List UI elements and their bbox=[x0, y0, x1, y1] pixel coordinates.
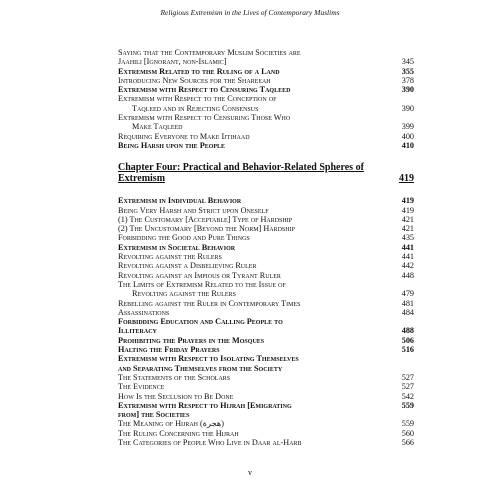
toc-entry-page: 484 bbox=[401, 307, 414, 317]
toc-entry-title: Extremism in Societal Behavior bbox=[118, 242, 236, 252]
toc-entry-page: 479 bbox=[401, 289, 414, 299]
toc-entry-title: Make Taqleed bbox=[132, 122, 183, 132]
toc-entry-page: 400 bbox=[401, 131, 414, 141]
toc-entry-title: Halting the Friday Prayers bbox=[118, 345, 220, 355]
toc-entry-title: The Categories of People Who Live in Daar al-Harb bbox=[118, 437, 302, 447]
toc-entry-page: 527 bbox=[401, 372, 414, 382]
toc-entry-title: Forbidding Education and Calling People to bbox=[118, 317, 283, 327]
toc-entry bbox=[118, 345, 414, 354]
toc-entry-title: Jaahili [Ignorant, non-Islamic] bbox=[118, 57, 227, 67]
toc-entry bbox=[118, 122, 414, 131]
toc-entry bbox=[118, 48, 414, 57]
toc-entry bbox=[118, 299, 414, 308]
toc-entry bbox=[118, 76, 414, 85]
toc-entry bbox=[118, 354, 414, 363]
toc-entry bbox=[118, 206, 414, 215]
toc-entry-page: 421 bbox=[401, 214, 414, 224]
toc-entry bbox=[118, 429, 414, 438]
table-of-contents bbox=[118, 48, 414, 447]
toc-entry-page: 355 bbox=[401, 66, 414, 76]
chapter-page: 419 bbox=[399, 173, 414, 185]
toc-entry-page: 559 bbox=[401, 419, 414, 429]
toc-entry-title: The Limits of Extremism Related to the Issue of bbox=[118, 279, 286, 289]
toc-entry bbox=[118, 438, 414, 447]
toc-entry-title: Revolting against a Disbelieving Ruler bbox=[118, 261, 257, 271]
toc-entry-page: 441 bbox=[401, 242, 414, 252]
toc-entry bbox=[118, 233, 414, 242]
toc-entry-page: 378 bbox=[401, 75, 414, 85]
toc-entry bbox=[118, 364, 414, 373]
toc-entry-page: 419 bbox=[401, 196, 414, 206]
toc-entry-title: Revolting against an Impious or Tyrant Ruler bbox=[118, 270, 281, 280]
toc-entry-title: (1) The Customary [Acceptable] Type of Hardship bbox=[118, 214, 293, 224]
toc-entry bbox=[118, 373, 414, 382]
toc-entry-title: Forbidding the Good and Pure Things bbox=[118, 233, 250, 243]
toc-entry-page: 435 bbox=[401, 233, 414, 243]
toc-entry-title: The Evidence bbox=[118, 382, 165, 392]
toc-entry bbox=[118, 261, 414, 270]
toc-entry-title: Revolting against the Rulers bbox=[118, 252, 222, 262]
toc-entry bbox=[118, 85, 414, 94]
toc-entry-title: (2) The Uncustomary [Beyond the Norm] Hardship bbox=[118, 224, 295, 234]
toc-entry-title: Extremism with Respect to Censuring Those Who bbox=[118, 113, 291, 123]
toc-entry-title: Extremism with Respect to Censuring Taqleed bbox=[118, 85, 291, 95]
toc-entry bbox=[118, 224, 414, 233]
toc-entry bbox=[118, 280, 414, 289]
toc-entry-page: 399 bbox=[401, 122, 414, 132]
toc-entry-title: The Ruling Concerning the Hijrah bbox=[118, 428, 239, 438]
toc-entry bbox=[118, 382, 414, 391]
page-number: v bbox=[248, 468, 252, 477]
toc-entry bbox=[118, 132, 414, 141]
toc-entry bbox=[118, 113, 414, 122]
toc-entry-page: 516 bbox=[401, 345, 414, 355]
toc-entry-page: 345 bbox=[401, 57, 414, 67]
toc-entry-page: 506 bbox=[401, 335, 414, 345]
toc-entry-title: Extremism with Respect to Hijrah [Emigrating bbox=[118, 400, 292, 410]
toc-entry bbox=[118, 57, 414, 66]
toc-entry-page: 542 bbox=[401, 391, 414, 401]
toc-entry-title: Extremism Related to the Ruling of a Land bbox=[118, 66, 280, 76]
toc-entry bbox=[118, 67, 414, 76]
toc-entry bbox=[118, 252, 414, 261]
chapter-heading bbox=[118, 162, 414, 184]
toc-entry-title: Rebelling against the Ruler in Contemporary Times bbox=[118, 298, 301, 308]
toc-entry-title: How Is the Seclusion to Be Done bbox=[118, 391, 234, 401]
toc-entry bbox=[118, 289, 414, 298]
toc-entry-title: Extremism in Individual Behavior bbox=[118, 196, 242, 206]
toc-entry-page: 390 bbox=[401, 103, 414, 113]
toc-entry bbox=[118, 196, 414, 205]
toc-entry bbox=[118, 271, 414, 280]
toc-entry-title: Assassinations bbox=[118, 307, 170, 317]
toc-entry-title: Being Very Harsh and Strict upon Oneself bbox=[118, 205, 269, 215]
toc-section-chapter-three bbox=[118, 48, 414, 150]
toc-entry-page: 410 bbox=[401, 140, 414, 150]
toc-entry-title: and Separating Themselves from the Society bbox=[118, 363, 283, 373]
toc-entry bbox=[118, 336, 414, 345]
toc-entry bbox=[118, 243, 414, 252]
toc-entry-page: 442 bbox=[401, 261, 414, 271]
toc-entry-title: Being Harsh upon the People bbox=[118, 140, 226, 150]
toc-entry-page: 441 bbox=[401, 252, 414, 262]
toc-entry bbox=[118, 419, 414, 428]
running-header: Religious Extremism in the Lives of Contemporary Muslims bbox=[160, 8, 340, 17]
toc-entry-page: 481 bbox=[401, 298, 414, 308]
toc-entry-page: 448 bbox=[401, 270, 414, 280]
toc-entry bbox=[118, 215, 414, 224]
toc-entry-page: 566 bbox=[401, 437, 414, 447]
toc-entry-title: Extremism with Respect to the Conception of bbox=[118, 94, 277, 104]
toc-entry-title: Introducing New Sources for the Shareeah bbox=[118, 75, 271, 85]
toc-entry bbox=[118, 326, 414, 335]
toc-entry-title: The Meaning of Hijrah (هجرة) bbox=[118, 419, 224, 429]
toc-entry-page: 527 bbox=[401, 382, 414, 392]
toc-entry-title: Saying that the Contemporary Muslim Societies are bbox=[118, 48, 301, 57]
toc-entry-title: The Statements of the Scholars bbox=[118, 372, 231, 382]
toc-entry bbox=[118, 104, 414, 113]
toc-entry bbox=[118, 392, 414, 401]
toc-entry-title: Illiteracy bbox=[118, 326, 157, 336]
toc-entry bbox=[118, 401, 414, 410]
chapter-title: Chapter Four: Practical and Behavior-Related Spheres of Extremism bbox=[118, 162, 364, 185]
toc-entry-page: 559 bbox=[401, 400, 414, 410]
toc-entry-title: Extremism with Respect to Isolating Themselves bbox=[118, 354, 299, 364]
toc-entry bbox=[118, 410, 414, 419]
toc-entry-title: Revolting against the Rulers bbox=[132, 289, 236, 299]
toc-entry-page: 421 bbox=[401, 224, 414, 234]
toc-section-chapter-four bbox=[118, 196, 414, 447]
toc-entry bbox=[118, 317, 414, 326]
toc-entry-page: 488 bbox=[401, 326, 414, 336]
toc-entry-title: Requiring Everyone to Make Ijtihaad bbox=[118, 131, 250, 141]
toc-entry-title: Prohibiting the Prayers in the Mosques bbox=[118, 335, 265, 345]
toc-entry bbox=[118, 141, 414, 150]
toc-entry-page: 419 bbox=[401, 205, 414, 215]
toc-entry bbox=[118, 94, 414, 103]
toc-entry-page: 390 bbox=[401, 85, 414, 95]
toc-entry-title: from] the Societies bbox=[118, 410, 190, 420]
toc-entry-title: Taqleed and in Rejecting Consensus bbox=[132, 103, 259, 113]
toc-entry bbox=[118, 308, 414, 317]
toc-entry-page: 560 bbox=[401, 428, 414, 438]
